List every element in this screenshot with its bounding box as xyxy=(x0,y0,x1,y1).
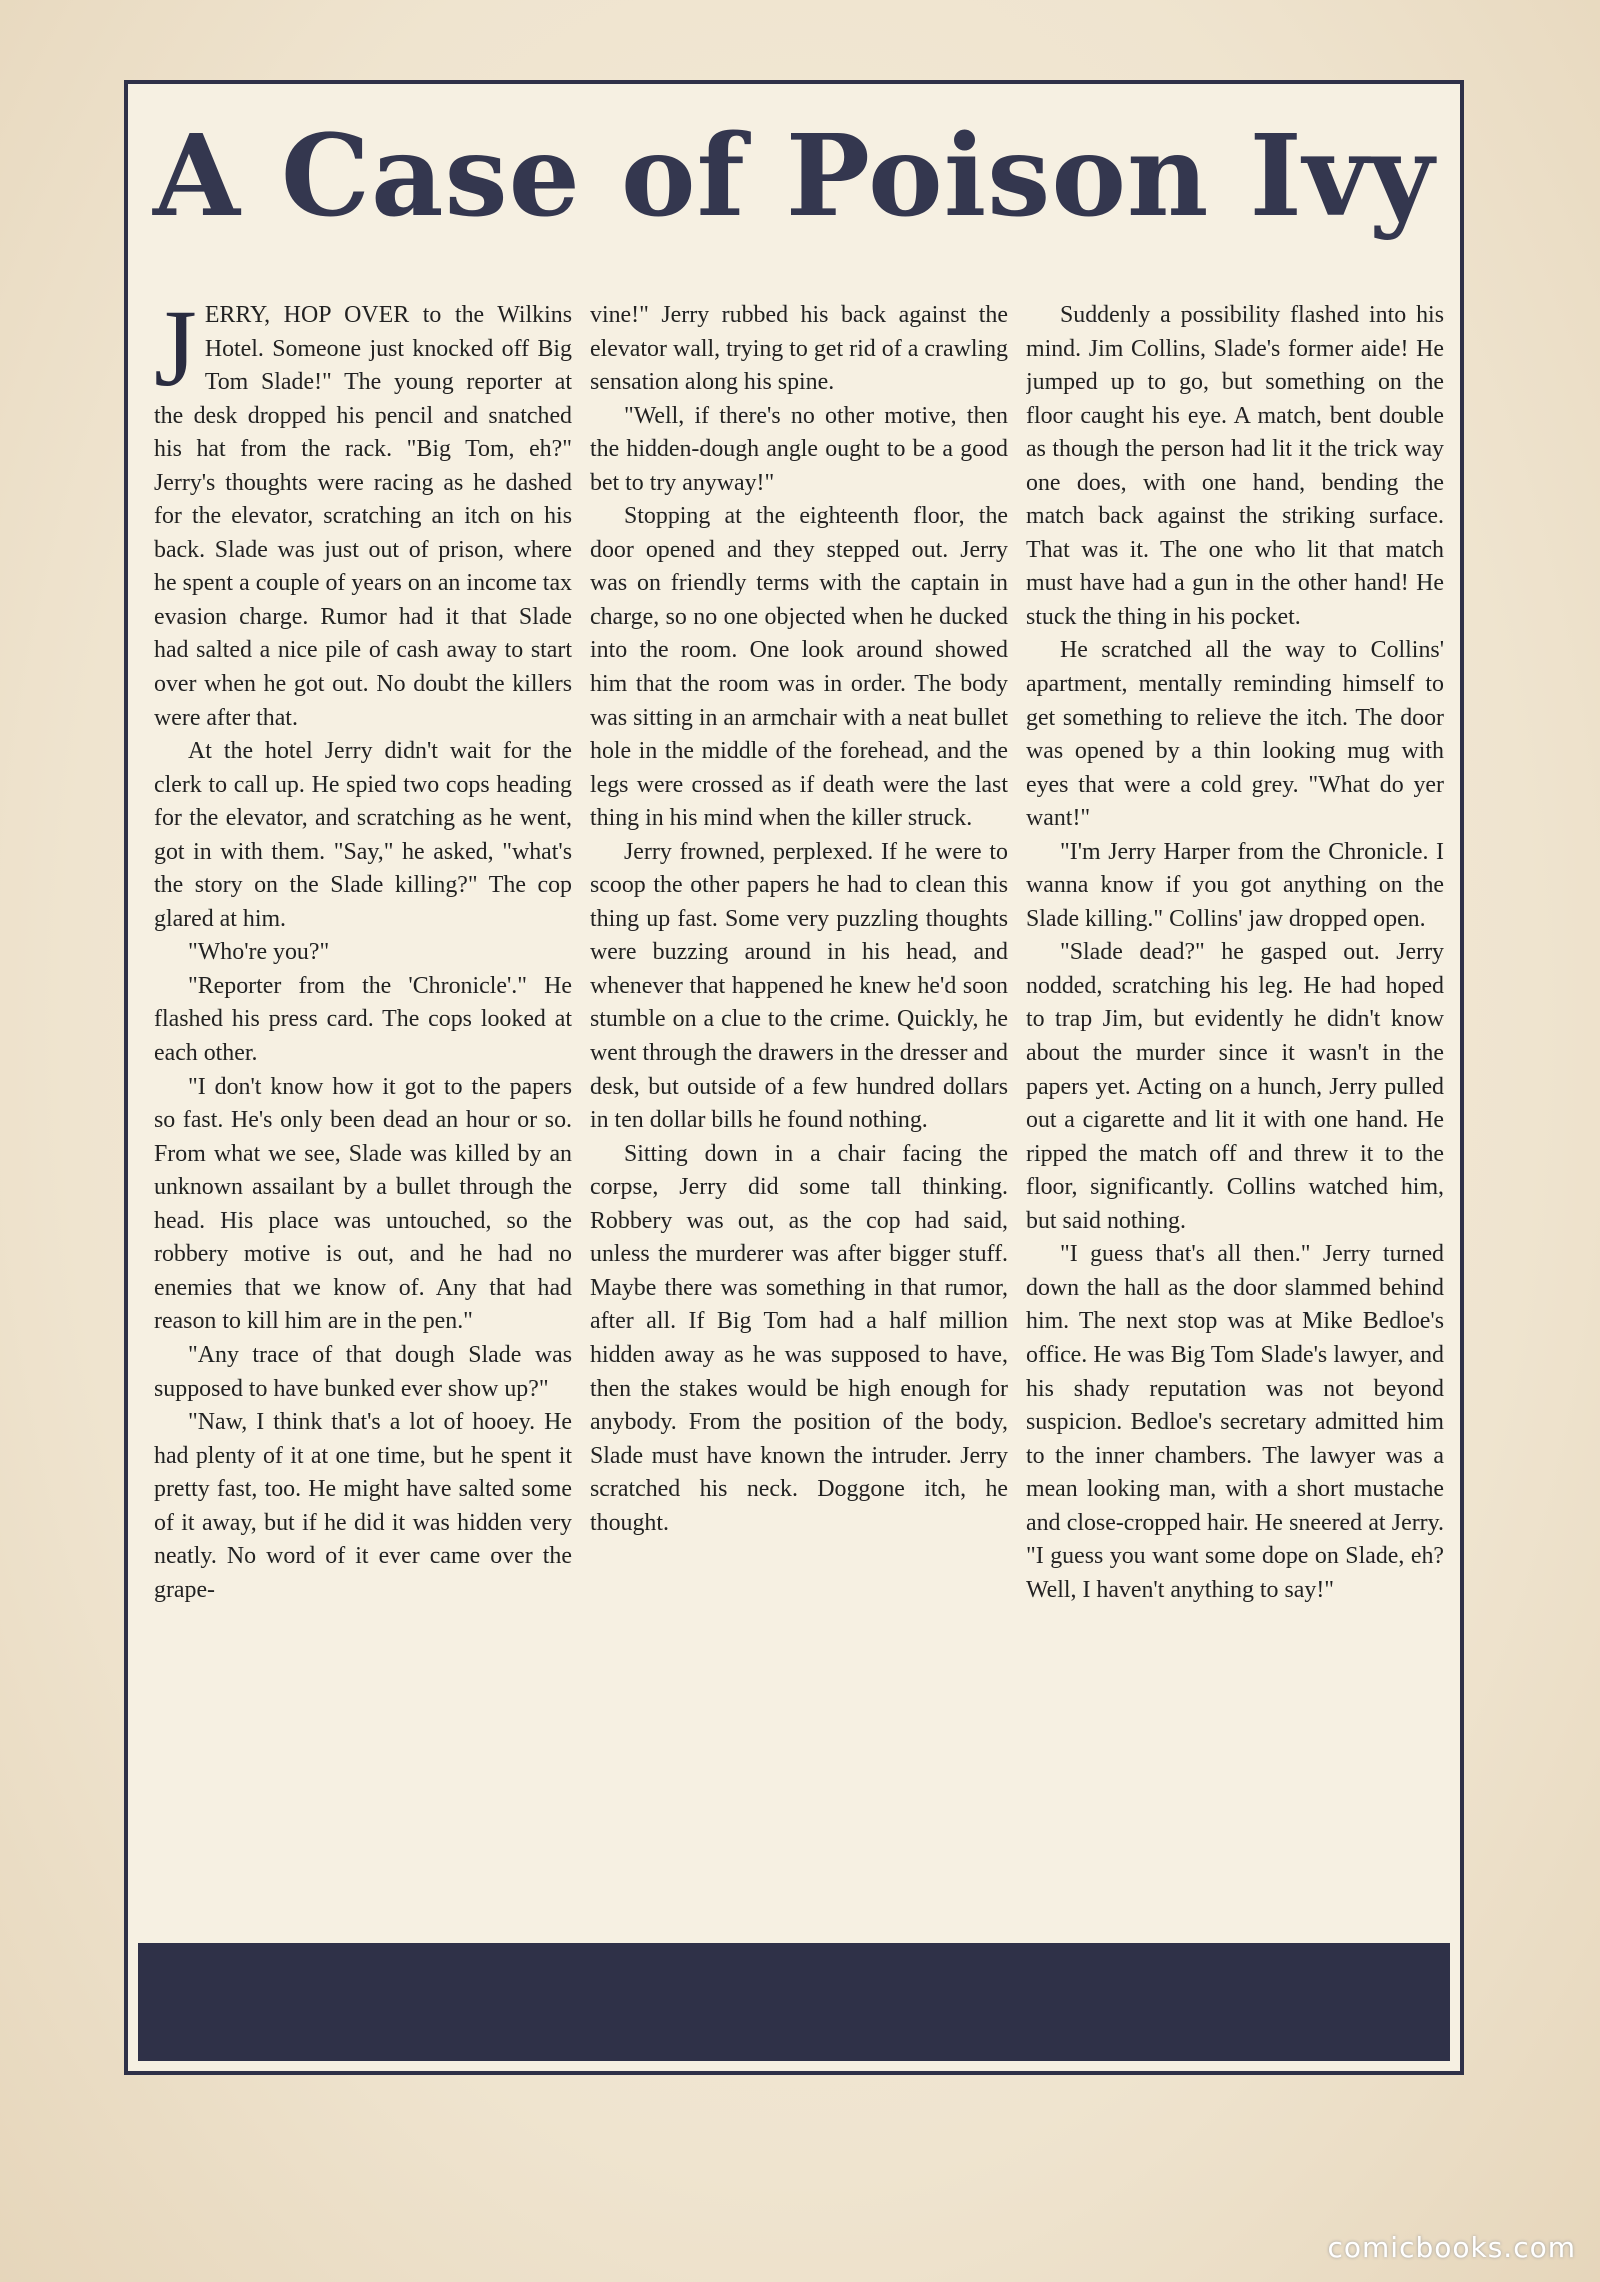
paragraph-text: ERRY, HOP OVER to the Wilkins Hotel. Someone just knocked off Big Tom Slade!" The young reporter at the desk dropped his pencil and snatched his hat from the rack. "Big Tom, eh?" Jerry's thoughts were racing as he dashed for the elevator, scratching an itch on his back. Slade was just out of prison, where he spent a couple of years on an income tax evasion charge. Rumor had it that Slade had salted a nice pile of cash away to start over when he got out. No doubt the killers were after that. xyxy=(154,302,572,731)
paragraph: vine!" Jerry rubbed his back against the elevator wall, trying to get rid of a crawling sensation along his spine. xyxy=(590,302,1008,396)
column-2 xyxy=(590,299,1008,1949)
paragraph: Sitting down in a chair facing the corpse, Jerry did some tall thinking. Robbery was out, as the cop had said, unless the murderer was after bigger stuff. Maybe there was something in that rumor, after all. If Big Tom had a half million hidden away as he was supposed to have, then the stakes would be high enough for anybody. From the position of the body, Slade must have known the intruder. Jerry scratched his neck. Doggone itch, he thought. xyxy=(590,1140,1008,1536)
paragraph: "Slade dead?" he gasped out. Jerry nodded, scratching his leg. He had hoped to trap Jim, but evidently he didn't know about the murder since it wasn't in the papers yet. Acting on a hunch, Jerry pulled out a cigarette and lit it with one hand. He ripped the match off and threw it to the floor, significantly. Collins watched him, but said nothing. xyxy=(1026,939,1444,1234)
paragraph: Suddenly a possibility flashed into his mind. Jim Collins, Slade's former aide! He jumped up to go, but something on the floor caught his eye. A match, bent double as though the person had lit it the trick way one does, with one hand, bending the match back against the striking surface. That was it. The one who lit that match must have had a gun in the other hand! He stuck the thing in his pocket. xyxy=(1026,302,1444,630)
paragraph: "Who're you?" xyxy=(188,939,330,966)
paragraph: "Reporter from the 'Chronicle'." He flashed his press card. The cops looked at each other. xyxy=(154,972,572,1067)
footer-band xyxy=(138,1943,1450,2061)
paragraph: "Well, if there's no other motive, then the hidden-dough angle ought to be a good bet to try anyway!" xyxy=(590,402,1008,496)
paragraph: "I don't know how it got to the papers so fast. He's only been dead an hour or so. From what we see, Slade was killed by an unknown assailant by a bullet through the head. His place was untouched, so the robbery motive is out, and he had no enemies that we know of. Any that had reason to kill him are in the pen." xyxy=(154,1073,572,1335)
paragraph: At the hotel Jerry didn't wait for the clerk to call up. He spied two cops heading for the elevator, and scratching as he went, got in with them. "Say," he asked, "what's the story on the Slade killing?" The cop glared at him. xyxy=(154,738,572,932)
paragraph: "Naw, I think that's a lot of hooey. He had plenty of it at one time, but he spent it pretty fast, too. He might have salted some of it away, but if he did it was hidden very neatly. No word of it ever came over the grape- xyxy=(154,1409,572,1603)
paragraph: "Any trace of that dough Slade was supposed to have bunked ever show up?" xyxy=(154,1341,572,1402)
paragraph: "I guess that's all then." Jerry turned down the hall as the door slammed behind him. The next stop was at Mike Bedloe's office. He was Big Tom Slade's lawyer, and his shady reputation was not beyond suspicion. Bedloe's secretary admitted him to the inner chambers. The lawyer was a mean looking man, with a short mustache and close-cropped hair. He sneered at Jerry. "I guess you want some dope on Slade, eh? Well, I haven't anything to say!" xyxy=(1026,1241,1444,1603)
drop-cap: J xyxy=(154,299,197,409)
paragraph: Jerry frowned, perplexed. If he were to scoop the other papers he had to clean this thing up fast. Some very puzzling thoughts were buzzing around in his head, and whenever that happened he knew he'd soon stumble on a clue to the crime. Quickly, he went through the drawers in the dresser and desk, but outside of a few hundred dollars in ten dollar bills he found nothing. xyxy=(590,838,1008,1134)
paragraph: Stopping at the eighteenth floor, the door opened and they stepped out. Jerry was on friendly terms with the captain in charge, so no one objected when he ducked into the room. One look around showed him that the room was in order. The body was sitting in an armchair with a neat bullet hole in the middle of the forehead, and the legs were crossed as if death were the last thing in his mind when the killer struck. xyxy=(590,503,1008,832)
story-columns xyxy=(154,299,1444,1949)
paragraph: He scratched all the way to Collins' apartment, mentally reminding himself to get something to relieve the itch. The door was opened by a thin looking mug with eyes that were a cold grey. "What do yer want!" xyxy=(1026,637,1444,832)
story-frame xyxy=(124,80,1464,2075)
paragraph: "I'm Jerry Harper from the Chronicle. I wanna know if you got anything on the Slade killing." Collins' jaw dropped open. xyxy=(1026,838,1444,932)
story-title: A Case of Poison Ivy xyxy=(153,111,1435,242)
paragraph xyxy=(154,299,572,735)
column-1 xyxy=(154,299,572,1949)
watermark: comicbooks.com xyxy=(1327,2231,1576,2264)
column-3 xyxy=(1026,299,1444,1949)
